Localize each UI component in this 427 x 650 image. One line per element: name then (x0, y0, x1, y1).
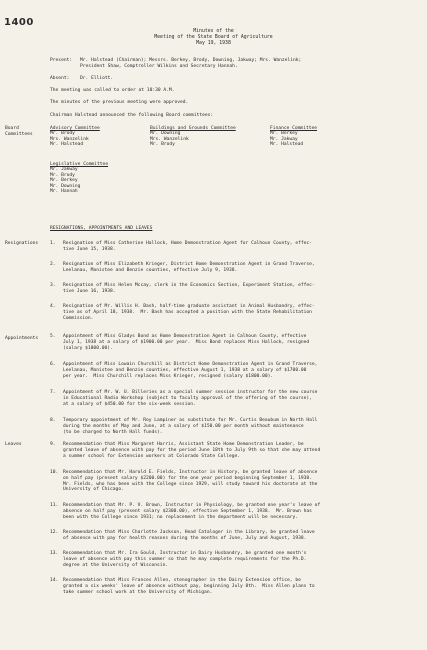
item-number: 1. (50, 241, 56, 246)
committee-member: Mr. Halstead (50, 142, 84, 148)
margin-label-resignations: Resignations (5, 241, 39, 246)
item-text: Resignation of Miss Helen Mccay, clerk in the Economics Section, Experiment Station, effec- tive June 16, 1938. (63, 283, 315, 294)
item-number: 8. (50, 418, 56, 423)
item-number: 4. (50, 304, 56, 309)
agenda-item (50, 551, 420, 568)
absent-text: Dr. Elliott. (80, 76, 114, 81)
agenda-item (50, 418, 420, 435)
margin-label-board-committees: Board Committees (5, 126, 33, 137)
item-number: 10. (50, 470, 59, 475)
agenda-item (50, 304, 420, 321)
committee-title: Finance Committee (270, 126, 318, 131)
item-number: 7. (50, 390, 56, 395)
agenda-item (50, 503, 420, 520)
committee-buildings-grounds (150, 126, 236, 148)
item-number: 5. (50, 334, 56, 339)
committee-member: Mr. Berkey (50, 178, 78, 184)
agenda-item (50, 262, 420, 274)
header-line-3: May 19, 1938 (196, 41, 231, 46)
present-label: Present: (50, 58, 73, 63)
item-text: Temporary appointment of Mr. Roy Lampiner as substitute for Mr. Curtis Beaubum in North Hall during the months of May and June, at a salary of $150.00 per month without maintenance (to be charged to North Hall funds). (63, 418, 318, 435)
item-text: Resignation of Miss Elizabeth Krieger, District Home Demonstration Agent in Grand Traverse, Leelanau, Manistee and Benzie counties, effective July 9, 1938. (63, 262, 315, 273)
item-number: 3. (50, 283, 56, 288)
margin-label-appointments: Appointments (5, 336, 39, 341)
committee-member: Mr. Downing (150, 131, 181, 137)
agenda-item (50, 530, 420, 542)
committee-member: Mrs. Wanzelink (150, 136, 189, 142)
item-number: 11. (50, 503, 59, 508)
item-number: 14. (50, 578, 59, 583)
committee-member: Mrs. Wanzelink (50, 136, 89, 142)
agenda-item (50, 334, 420, 351)
page-number: 1400 (4, 17, 34, 28)
committee-member: Mr. Jakway (50, 167, 78, 173)
committee-member: Mr. Downing (50, 183, 81, 189)
called-to-order: The meeting was called to order at 10:30 A.M. (50, 88, 175, 93)
absent-label: Absent: (50, 76, 70, 81)
item-text: Resignation of Mr. Willis H. Bash, half-time graduate assistant in Animal Husbandry, effec- tive as of April 18, 1938. Mr. Bash has accepted a position with the State Rehabilitation Commission. (63, 304, 315, 321)
agenda-item (50, 362, 420, 379)
item-text: Appointment of Miss Lowain Churchill as District Home Demonstration Agent in Grand Traverse, Leelanau, Manistee and Benzie counties, effective August 1, 1938 at a salary of $1700.00 per year. Miss Churchill replaces Miss Krieger, resigned (salary $1800.00). (63, 362, 318, 379)
committee-member: Mr. Hannah (50, 189, 78, 195)
item-number: 2. (50, 262, 56, 267)
item-text: Recommendation that Mr. P. V. Brown, Instructor in Physiology, be granted one year's leave of absence on half pay (present salary $2300.00), effective September 1, 1938. Mr. Brown has been with the College since 1931; no replacement in the department will be necessary. (63, 503, 321, 520)
item-text: Appointment of Miss Gladys Bond as Home Demonstration Agent in Calhoun County, effective July 1, 1938 at a salary of $1900.00 per year. Miss Bond replaces Miss Hallock, resigned (salary $1800.00). (63, 334, 310, 351)
committee-title: Legislative Committee (50, 162, 109, 167)
committee-member: Mr. Berkey (270, 131, 298, 137)
agenda-item (50, 283, 420, 295)
committee-member: Mr. Brody (50, 131, 75, 137)
section-title: RESIGNATIONS, APPOINTMENTS AND LEAVES (50, 226, 153, 231)
margin-label-leaves: Leaves (5, 442, 22, 447)
item-text: Resignation of Miss Catherine Hallock, Home Demonstration Agent for Calhoun County, effec- tive June 15, 1938. (63, 241, 312, 252)
committee-title: Advisory Committee (50, 126, 100, 131)
chairman-announcement: Chairman Halstead announced the following Board committees: (50, 113, 214, 118)
committee-title: Buildings and Grounds Committee (150, 126, 236, 131)
item-text: Recommendation that Miss Frances Allen, stenographer in the Dairy Extension office, be granted a six weeks' leave of absence without pay, beginning July 8th. Miss Allen plans to take summer school work at the University of Michigan. (63, 578, 315, 595)
agenda-item (50, 578, 420, 595)
agenda-item (50, 442, 420, 459)
present-text-2: President Shaw, Comptroller Wilkins and Secretary Hannah. (80, 64, 238, 69)
header-line-1: Minutes of the (193, 29, 234, 34)
header-line-2: Meeting of the State Board of Agriculture (154, 35, 273, 40)
item-text: Recommendation that Miss Charlotte Jackson, Head Cataloger in the Library, be granted leave of absence with pay for health reasons during the months of June, July and August, 1938. (63, 530, 315, 541)
agenda-item (50, 390, 420, 407)
agenda-item (50, 241, 420, 253)
committee-member: Mr. Brody (50, 172, 75, 178)
present-text-1: Mr. Halstead (Chairman); Messrs. Berkey, Brody, Downing, Jakway; Mrs. Wanzelink; (80, 58, 302, 63)
item-text: Recommendation that Mr. Harold E. Fields, Instructor in History, be granted leave of absence on half pay (present salary $2200.00) for the one year period beginning September 1, 1938. Mr. Fields, who has been with the College since 1929, will study toward his doctorate at the University of Chicago. (63, 470, 318, 493)
item-text: Recommendation that Mr. Ira Gould, Instructor in Dairy Husbandry, be granted one month's leave of absence with pay this summer so that he may complete requirements for the Ph.D. degree at the University of Wisconsin. (63, 551, 307, 568)
item-number: 12. (50, 530, 59, 535)
item-text: Recommendation that Miss Margaret Harris, Assistant State Home Demonstration Leader, be granted leave of absence with pay for the period June 18th to July 9th so that she may attend a summer school for Extension workers at Colorado State College. (63, 442, 321, 459)
committee-finance (270, 126, 317, 148)
committee-legislative (50, 162, 108, 194)
item-number: 9. (50, 442, 56, 447)
item-number: 6. (50, 362, 56, 367)
committee-member: Mr. Halstead (270, 142, 304, 148)
committee-member: Mr. Brody (150, 142, 175, 148)
committee-advisory (50, 126, 100, 148)
agenda-item (50, 470, 420, 493)
item-number: 13. (50, 551, 59, 556)
item-text: Appointment of Mr. W. U. Billeries as a special summer session instructor for the new course in Educational Radio Workshop (subject to faculty approval of the offering of the course), at a salary of $450.00 for the six-week session. (63, 390, 318, 407)
minutes-approved: The minutes of the previous meeting were approved. (50, 100, 189, 105)
committee-member: Mr. Jakway (270, 136, 298, 142)
